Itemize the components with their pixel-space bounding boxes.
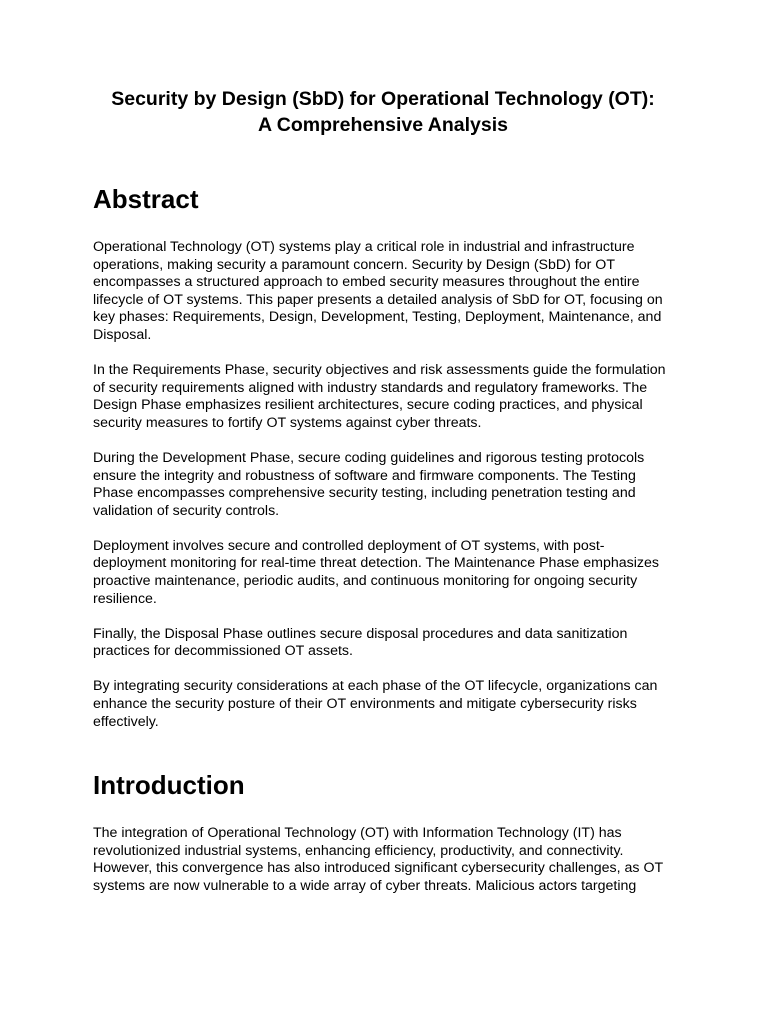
abstract-paragraph: Finally, the Disposal Phase outlines secure disposal procedures and data sanitization practices for decommissioned OT assets. — [93, 625, 628, 660]
introduction-paragraph: The integration of Operational Technology (OT) with Information Technology (IT) has revolutionized industrial systems, enhancing efficiency, productivity, and connectivity. However, this convergence has also introduced significant cybersecurity challenges, as OT systems are now vulnerable to a wide array of cyber threats. Malicious actors targeting — [93, 825, 663, 894]
abstract-heading: Abstract — [93, 184, 199, 214]
abstract-paragraph: During the Development Phase, secure coding guidelines and rigorous testing protocols ensure the integrity and robustness of software and firmware components. The Testing Phase encompasses comprehensive security testing, including penetration testing and validation of security controls. — [93, 449, 645, 519]
document-title-line-1: Security by Design (SbD) for Operational Technology (OT): — [111, 88, 655, 110]
abstract-paragraph: Deployment involves secure and controlled deployment of OT systems, with post-deployment monitoring for real-time threat detection. The Maintenance Phase emphasizes proactive maintenance, periodic audits, and continuous monitoring for ongoing security resilience. — [93, 537, 659, 607]
abstract-paragraph: By integrating security considerations at each phase of the OT lifecycle, organizations can enhance the security posture of their OT environments and mitigate cybersecurity risks effectively. — [93, 678, 658, 730]
introduction-body — [93, 825, 673, 895]
abstract-paragraph: Operational Technology (OT) systems play a critical role in industrial and infrastructure operations, making security a paramount concern. Security by Design (SbD) for OT encompasses a structured approach to embed security measures throughout the entire lifecycle of OT systems. This paper presents a detailed analysis of SbD for OT, focusing on key phases: Requirements, Design, Development, Testing, Deployment, Maintenance, and Disposal. — [93, 239, 663, 343]
document-page — [93, 86, 673, 896]
document-title-line-2: A Comprehensive Analysis — [258, 114, 508, 136]
abstract-body — [93, 239, 673, 731]
abstract-paragraph: In the Requirements Phase, security objectives and risk assessments guide the formulation of security requirements aligned with industry standards and regulatory frameworks. The Design Phase emphasizes resilient architectures, secure coding practices, and physical security measures to fortify OT systems against cyber threats. — [93, 362, 666, 431]
introduction-heading: Introduction — [93, 770, 245, 801]
document-title — [93, 86, 673, 138]
